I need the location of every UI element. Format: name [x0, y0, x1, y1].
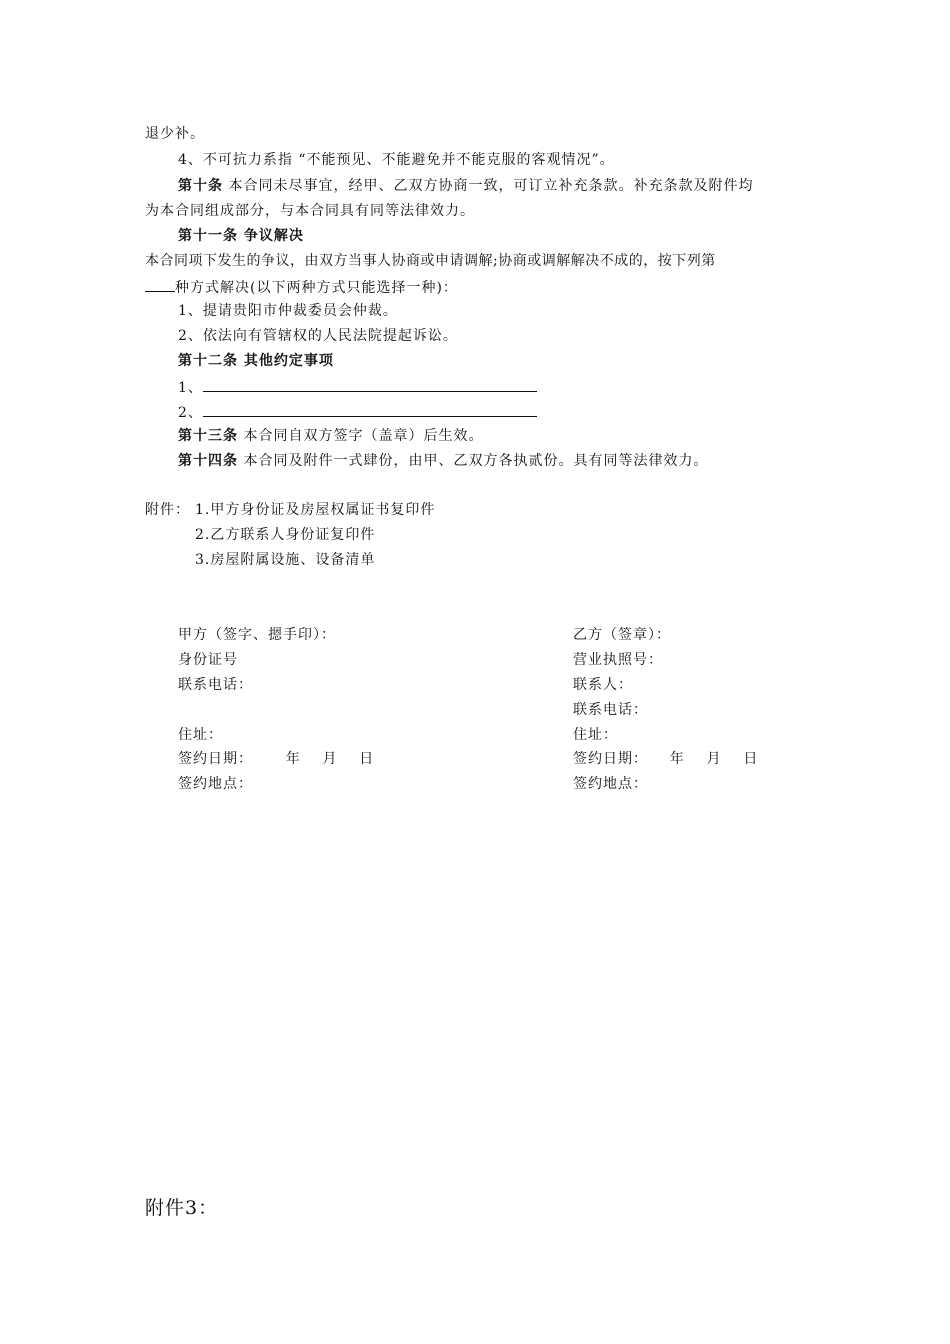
party-b-date: 签约日期： 年 月 日 [573, 751, 759, 767]
article-14-heading: 第十四条 [178, 453, 238, 469]
attachment-item-3: 3.房屋附属设施、设备清单 [195, 552, 376, 568]
choice-blank[interactable] [145, 276, 175, 292]
party-b-place: 签约地点： [573, 776, 648, 792]
article-10-continuation: 为本合同组成部分，与本合同具有同等法律效力。 [145, 203, 475, 219]
party-a-place: 签约地点： [178, 776, 253, 792]
party-b-sign: 乙方（签章）： [573, 627, 671, 643]
text-line: 退少补。 [145, 126, 205, 142]
item-number: 1、 [178, 380, 203, 396]
party-a-id: 身份证号 [178, 652, 238, 668]
article-13 [178, 426, 483, 446]
article-10 [178, 176, 753, 196]
party-a-address: 住址： [178, 727, 223, 743]
article-13-text: 本合同自双方签字（盖章）后生效。 [238, 428, 484, 444]
article-11-choice-text: 种方式解决(以下两种方式只能选择一种)： [175, 280, 458, 296]
blank-line[interactable] [203, 401, 537, 417]
article-11-option-1: 1、提请贵阳市仲裁委员会仲裁。 [178, 303, 398, 319]
article-11-heading: 第十一条 争议解决 [178, 228, 304, 244]
attachment-item-1: 1.甲方身份证及房屋权属证书复印件 [195, 502, 436, 518]
blank-line[interactable] [203, 376, 537, 392]
article-11-option-2: 2、依法向有管辖权的人民法院提起诉讼。 [178, 328, 458, 344]
party-b-contact: 联系人： [573, 677, 633, 693]
article-11-text: 本合同项下发生的争议，由双方当事人协商或申请调解;协商或调解解决不成的，按下列第 [145, 253, 716, 269]
attachment-3-heading: 附件3： [145, 1197, 219, 1219]
party-b-license: 营业执照号： [573, 652, 663, 668]
article-10-heading: 第十条 [178, 178, 223, 194]
article-13-heading: 第十三条 [178, 428, 238, 444]
party-b-phone: 联系电话： [573, 702, 648, 718]
article-10-text: 本合同未尽事宜，经甲、乙双方协商一致，可订立补充条款。补充条款及附件均 [223, 178, 754, 194]
party-b-address: 住址： [573, 727, 618, 743]
item-number: 2、 [178, 405, 203, 421]
attachment-item-2: 2.乙方联系人身份证复印件 [195, 527, 376, 543]
attachments-label: 附件： [145, 502, 190, 518]
party-a-date: 签约日期： 年 月 日 [178, 751, 375, 767]
article-12-item-2 [178, 401, 537, 423]
article-12-heading: 第十二条 其他约定事项 [178, 353, 334, 369]
article-14-text: 本合同及附件一式肆份，由甲、乙双方各执贰份。具有同等法律效力。 [238, 453, 709, 469]
party-a-phone: 联系电话： [178, 677, 253, 693]
article-12-item-1 [178, 376, 537, 398]
party-a-sign: 甲方（签字、摁手印）： [178, 627, 336, 643]
article-14 [178, 451, 708, 471]
article-11-choice [145, 276, 458, 298]
force-majeure-clause: 4、不可抗力系指 “不能预见、不能避免并不能克服的客观情况”。 [178, 152, 615, 168]
